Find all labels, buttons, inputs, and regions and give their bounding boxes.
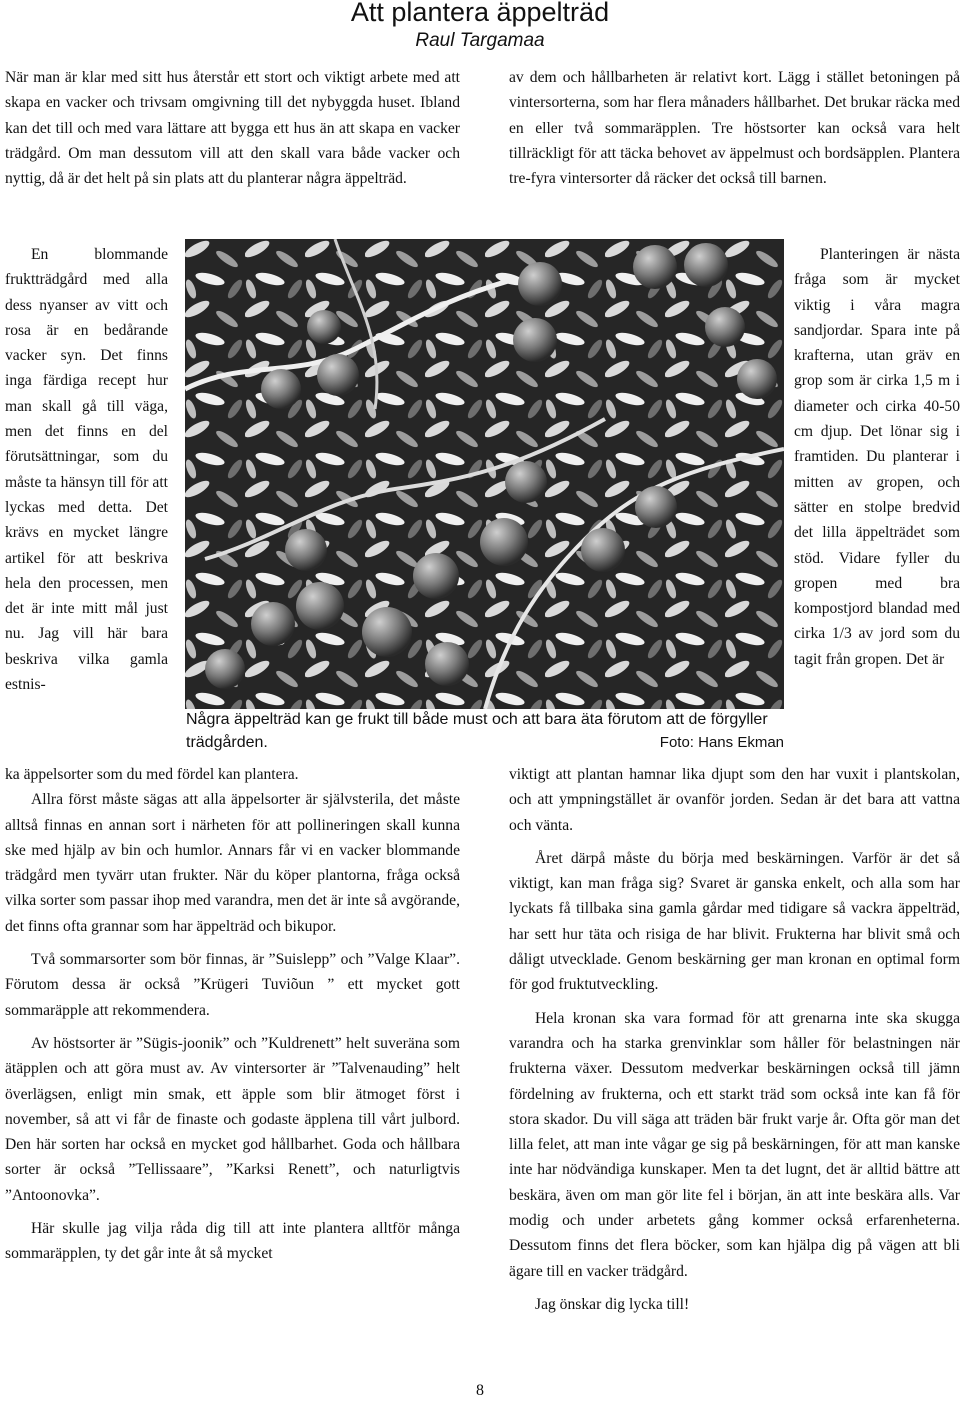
- narrow-left-text: En blommande fruktträdgård med alla dess nyanser av vitt och rosa är en bedårande vacker syn. Det finns inga färdiga recept hur man skall gå till väga, men det finns en del förutsättningar, som du måste ta hänsyn till för att lyckas med detta. Det krävs en mycket längre artikel för att beskriva hela den processen, men det är inte mitt mål just nu. Jag vill här bara beskriva vilka gamla estnis-: [5, 246, 168, 694]
- right-bottom-p1: viktigt att plantan hamnar lika djupt som den har vuxit i plantskolan, och att ympningstället är ovanför jorden. Sedan är det bara att vattna och vänta.: [509, 766, 960, 834]
- left-narrow-column: [5, 242, 168, 697]
- right-top-column: [509, 65, 960, 191]
- right-bottom-p3: Hela kronan ska vara formad för att grenarna inte ska skugga varandra och ha starka grenvinklar som håller för belastningen när frukterna växer. Dessutom medverkar beskärningen också till jämn fördelning av frukterna, och ett starkt träd som också inte kan få för stora skador. Du vill säga att träden bär frukt varje år. Ofta gör man det lilla felet, att man inte vågar ge sig på beskärningen, för att man kanske inte har nödvändiga kunskaper. Men ta det lugnt, det är alltid bättre att beskära, även om man gör lite fel i början, än att inte beskära alls. Var modig och under arbetets gång kommer också erfarenheterna. Dessutom finns det flera böcker, som kan hjälpa dig på vägen att bli ägare till en vacker trädgård.: [509, 1009, 960, 1280]
- narrow-right-text: Planteringen är nästa fråga som är mycket viktig i våra magra sandjordar. Spara inte på krafterna, utan gräv en grop som är cirka 1,5 m i diameter och cirka 40-50 cm djup. Det lönar sig i framtiden. Du planterar i mitten av gropen, och sätter en stolpe bredvid det lilla äppelträdet som stöd. Vidare fyller du gropen med bra kompostjord blandad med cirka 1/3 av jord som du tagit från gropen. Det är: [794, 246, 960, 668]
- right-narrow-column: [794, 242, 960, 672]
- page-number: 8: [476, 1382, 484, 1399]
- right-bottom-column: [509, 762, 960, 1317]
- intro-text: När man är klar med sitt hus återstår ett stort och viktigt arbete med att skapa en vacker och trivsam omgivning till det nybyggda huset. Ibland kan det till och med vara lättare att bygga ett hus än att skapa en vacker trädgård. Om man dessutom vill att den skall vara både vacker och nyttig, då är det helt på sin plats att du planterar några äppelträd.: [5, 69, 460, 188]
- right-top-text: av dem och hållbarheten är relativt kort. Lägg i stället betoningen på vintersorterna, som har flera månaders hållbarhet. Det brukar räcka med en eller två sommaräpplen. Tre höstsorter kan också vara helt tillräckligt för att täcka behovet av äppelmust och bordsäpplen. Plantera tre-fyra vintersorter då räcker det också till barnen.: [509, 69, 960, 188]
- apple-tree-photo: [185, 239, 784, 709]
- left-bottom-p1: ka äppelsorter som du med fördel kan plantera.: [5, 766, 299, 783]
- left-bottom-p2: Allra först måste sägas att alla äppelsorter är självsterila, det måste alltså finnas en annan sort i närheten för att pollineringen skall kunna ske med hjälp av bin och humlor. Annars får vi en vacker blommande trädgård men tyvärr utan frukter. När du köper plantorna, fråga också vilka sorter som passar ihop med varandra, men det är inte så avgörande, det finns ofta grannar som har äppelträd och bikupor.: [5, 791, 460, 935]
- left-bottom-p5: Här skulle jag vilja råda dig till att inte plantera alltför många sommaräpplen, ty det går inte åt så mycket: [5, 1220, 460, 1263]
- right-bottom-p2: Året därpå måste du börja med beskärningen. Varför är det så viktigt, kan man fråga sig? Svaret är ganska enkelt, och alla som har lyckats få tillbaka sina gamla gårdar med tidigare så vackra äppelträd, har sett hur täta och risiga de har blivit. Frukterna har blivit små och dåligt utvecklade. Genom beskärning ger man kronan en optimal form för god fruktutveckling.: [509, 849, 960, 994]
- left-bottom-p4: Av höstsorter är ”Sügis-joonik” och ”Kuldrenett” helt suveräna som ätäpplen och att göra must av. Av vintersorter är ”Talvenauding” helt överlägsen, enligt min smak, ett äpple som blir ätmoget först i november, så att vi får de finaste och godaste äpplena till vårt julbord. Den här sorten har också en mycket god hållbarhet. Goda och hållbara sorter är också ”Tellissaare”, ”Karksi Renett”, och naturligtvis ”Antoonovka”.: [5, 1034, 460, 1204]
- apple-tree-illustration: [185, 239, 784, 709]
- left-bottom-p3: Två sommarsorter som bör finnas, är ”Suislepp” och ”Valge Klaar”. Förutom dessa är också ”Krügeri Tuviõun ” ett mycket gott sommaräpple att rekommendera.: [5, 951, 460, 1019]
- article-title: Att plantera äppelträd: [350, 0, 610, 27]
- intro-paragraph: [5, 65, 460, 191]
- photo-credit: Foto: Hans Ekman: [659, 734, 784, 751]
- right-bottom-p4: Jag önskar dig lycka till!: [535, 1295, 690, 1313]
- article-author: Raul Targamaa: [415, 30, 545, 51]
- left-bottom-column: [5, 762, 460, 1267]
- photo-caption: Några äppelträd kan ge frukt till både must och att bara äta förutom att de förgyller trädgården.: [186, 711, 768, 751]
